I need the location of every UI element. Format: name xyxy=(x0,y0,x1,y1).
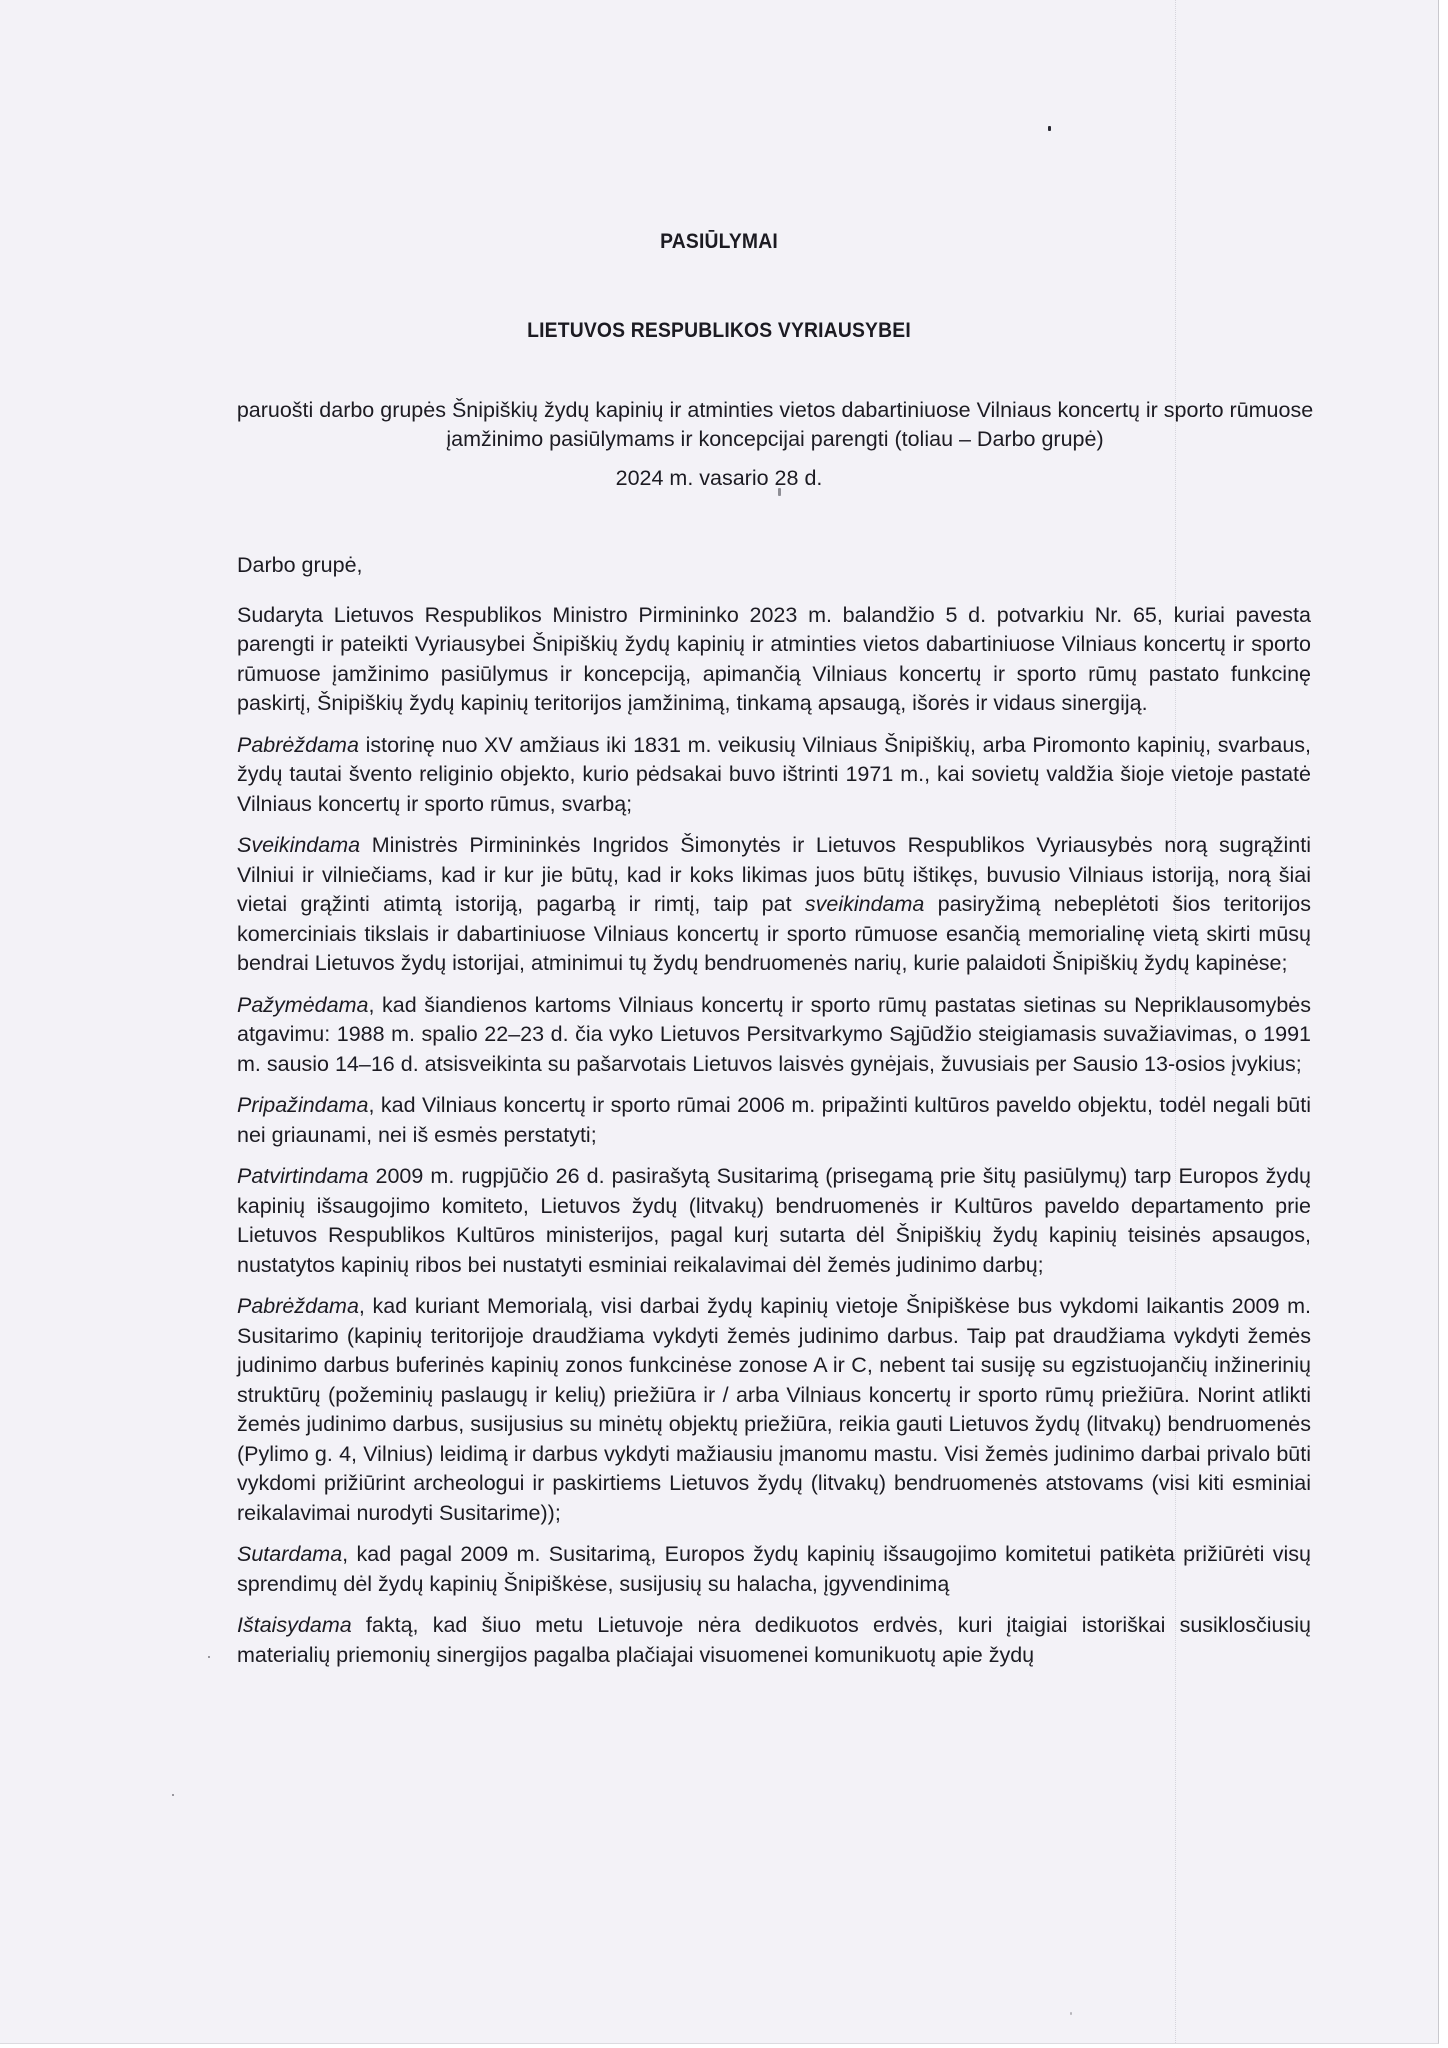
paragraph-lead: Sveikindama xyxy=(237,833,361,857)
scan-speck xyxy=(1048,126,1051,131)
paragraph-text: , kad kuriant Memorialą, visi darbai žydų kapinių vietoje Šnipiškėse bus vykdomi laikantis 2009 m. Susitarimo (kapinių teritorijoje draudžiama vykdyti žemės judinimo darbus. Taip pat draudžiama vykdyti žemės judinimo darbus buferinės kapinių zonos funkcinėse zonose A ir C, nebent tai susiję su egzistuojančių inžinerinių struktūrų (požeminių paslaugų ir kelių) priežiūra ir / arba Vilniaus koncertų ir sporto rūmų priežiūra. Norint atlikti žemės judinimo darbus, susijusius su minėtų objektų priežiūra, reikia gauti Lietuvos žydų (litvakų) bendruomenės (Pylimo g. 4, Vilnius) leidimą ir darbus vykdyti mažiausiu įmanomu mastu. Visi žemės judinimo darbai privalo būti vykdomi prižiūrint archeologui ir paskirtiems Lietuvos žydų (litvakų) bendruomenės atstovams (visi kiti esminiai reikalavimai nurodyti Susitarime)); xyxy=(237,1294,1311,1525)
paragraph-inner-italic: sveikindama xyxy=(804,892,925,916)
paragraph-patvirtindama xyxy=(237,1162,1311,1280)
paragraph-lead: Patvirtindama xyxy=(237,1164,369,1188)
paragraph-text: 2009 m. rugpjūčio 26 d. pasirašytą Susitarimą (prisegamą prie šitų pasiūlymų) tarp Europos žydų kapinių išsaugojimo komiteto, Lietuvos žydų (litvakų) bendruomenės ir Kultūros paveldo departamento prie Lietuvos Respublikos Kultūros ministerijos, pagal kurį sutarta dėl Šnipiškių žydų kapinių teisinės apsaugos, nustatytos kapinių ribos bei nustatyti esminiai reikalavimai dėl žemės judinimo darbų; xyxy=(237,1164,1311,1277)
paragraph-tail: pasiryžimą nebeplėtoti šios teritorijos komerciniais tikslais ir dabartiniuose Vilniaus koncertų ir sporto rūmuose esančią memorialinę vietą skirti mūsų bendrai Lietuvos žydų istorijai, atminimui tų žydų bendruomenės narių, kurie palaidoti Šnipiškių žydų kapinėse; xyxy=(237,892,1311,975)
paragraph-pabrezdama-1 xyxy=(237,731,1311,820)
paragraph-text: Sudaryta Lietuvos Respublikos Ministro Pirmininko 2023 m. balandžio 5 d. potvarkiu Nr. 65, kuriai pavesta parengti ir pateikti Vyriausybei Šnipiškių žydų kapinių ir atminties vietos dabartiniuose Vilniaus koncertų ir sporto rūmuose įamžinimo pasiūlymus ir koncepciją, apimančią Vilniaus koncertų ir sporto rūmų pastato funkcinę paskirtį, Šnipiškių žydų kapinių teritorijos įamžinimą, tinkamą apsaugą, išorės ir vidaus sinergiją. xyxy=(237,602,1311,715)
document-body xyxy=(237,551,1311,1682)
paragraph-lead: Sutardama xyxy=(237,1542,343,1566)
paragraph-lead: Pažymėdama xyxy=(237,992,369,1017)
paragraph-sudaryta xyxy=(237,601,1311,719)
paragraph-lead: Pabrėždama xyxy=(237,732,359,757)
paragraph-text: , kad Vilniaus koncertų ir sporto rūmai 2006 m. pripažinti kultūros paveldo objektu, todėl negali būti nei griaunami, nei iš esmės perstatyti; xyxy=(237,1093,1311,1147)
paragraph-text: , kad pagal 2009 m. Susitarimą, Europos žydų kapinių išsaugojimo komitetui patikėta prižiūrėti visų sprendimų dėl žydų kapinių Šnipiškėse, susijusių su halacha, įgyvendinimą xyxy=(237,1542,1311,1596)
paragraph-text: , kad šiandienos kartoms Vilniaus koncertų ir sporto rūmų pastatas sietinas su Nepriklausomybės atgavimu: 1988 m. spalio 22–23 d. čia vyko Lietuvos Persitvarkymo Sąjūdžio steigiamasis suvažiavimas, o 1991 m. sausio 14–16 d. atsisveikinta su pašarvotais Lietuvos laisvės gynėjais, žuvusiais per Sausio 13-osios įvykius; xyxy=(237,992,1311,1076)
paragraph-pripazindama xyxy=(237,1091,1311,1150)
paragraph-text: faktą, kad šiuo metu Lietuvoje nėra dedikuotos erdvės, kuri įtaigiai istoriškai susiklosčiusių materialių priemonių sinergijos pagalba plačiajai visuomenei komunikuotų apie žydų xyxy=(237,1613,1311,1667)
document-subtitle: paruošti darbo grupės Šnipiškių žydų kapinių ir atminties vietos dabartiniuose Vilniaus koncertų ir sporto rūmuose įamžinimo pasiūlymams ir koncepcijai parengti (toliau – Darbo grupė) xyxy=(236,398,1314,451)
salutation: Darbo grupė, xyxy=(237,553,363,577)
paragraph-sveikindama xyxy=(237,831,1311,979)
paragraph-text: Ministrės Pirmininkės Ingridos Šimonytės ir Lietuvos Respublikos Vyriausybės norą sugrąžinti Vilniui ir vilniečiams, kad ir kur jie būtų, kad ir koks likimas juos būtų ištikęs, buvusio Vilniaus istoriją, norą šiai vietai grąžinti atimtą istoriją, pagarbą ir rimtį, taip pat xyxy=(237,833,1311,916)
paragraph-text: istorinę nuo XV amžiaus iki 1831 m. veikusių Vilniaus Šnipiškių, arba Piromonto kapinių, svarbaus, žydų tautai švento religinio objekto, kurio pėdsakai buvo ištrinti 1971 m., kai sovietų valdžia šioje vietoje pastatė Vilniaus koncertų ir sporto rūmus, svarbą; xyxy=(237,732,1311,816)
paragraph-pazymedama xyxy=(237,991,1311,1080)
paragraph-lead: Ištaisydama xyxy=(237,1613,352,1637)
document-heading: PASIŪLYMAI xyxy=(660,230,778,253)
paragraph-pabrezdama-2 xyxy=(237,1292,1311,1528)
document-addressee: LIETUVOS RESPUBLIKOS VYRIAUSYBEI xyxy=(527,319,911,342)
document-date: 2024 m. vasario 28 d. xyxy=(615,466,823,490)
paragraph-lead: Pripažindama xyxy=(237,1093,369,1117)
scan-speck xyxy=(172,1794,174,1796)
paragraph-lead: Pabrėždama xyxy=(237,1294,359,1318)
scan-speck xyxy=(1070,2012,1072,2015)
paragraph-istaisydama xyxy=(237,1611,1311,1670)
paragraph-sutardama xyxy=(237,1540,1311,1599)
scan-speck xyxy=(208,1656,210,1658)
